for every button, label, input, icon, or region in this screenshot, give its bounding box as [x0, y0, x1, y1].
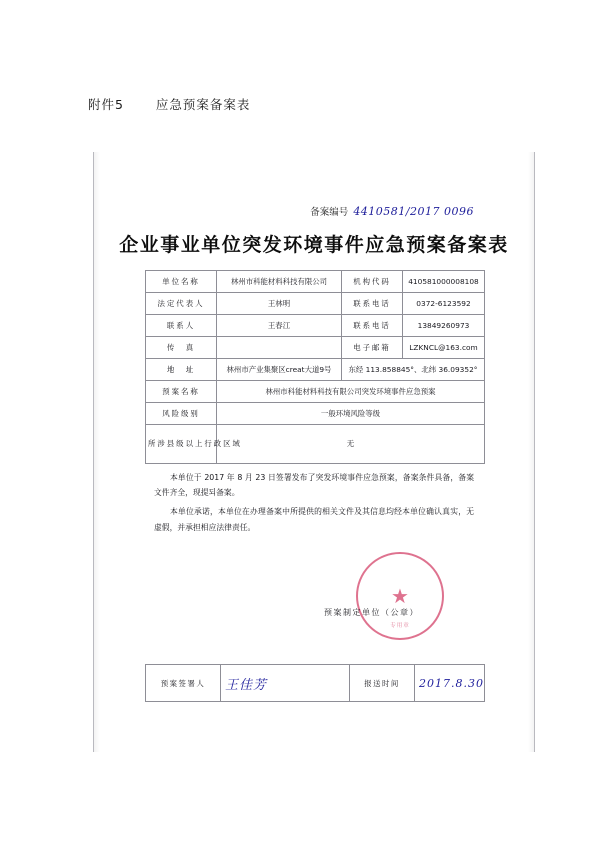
- file-code: [310, 204, 474, 218]
- table-row-plan-name: [146, 381, 485, 403]
- footer-label-date: 报送时间: [350, 665, 415, 702]
- scanned-form-area: [93, 152, 535, 752]
- row-value-legal-rep: 王林明: [217, 293, 342, 315]
- file-code-label: 备案编号: [310, 207, 349, 218]
- footer-value-date: [415, 665, 485, 702]
- statement-paragraph-2: 本单位承诺，本单位在办理备案中所提供的相关文件及其信息均经本单位确认真实，无虚假，并承担相应法律责任。: [154, 507, 474, 532]
- row-label-phone-1: 联系电话: [342, 293, 403, 315]
- row-value-email: LZKNCL@163.com: [403, 337, 485, 359]
- row-label-contact: 联系人: [146, 315, 217, 337]
- table-row: [146, 271, 485, 293]
- row-label-cross-region: 所涉县级以上行政区域: [146, 425, 217, 464]
- info-table: [145, 270, 485, 464]
- attachment-prefix: 附件5: [88, 97, 124, 112]
- seal-star-icon: ★: [391, 584, 409, 608]
- row-value-plan-name: 林州市科能材料科技有限公司突发环境事件应急预案: [217, 381, 485, 403]
- table-row-risk: [146, 403, 485, 425]
- row-value-phone-2: 13849260973: [403, 315, 485, 337]
- row-value-coordinates: 东经 113.858845°、北纬 36.09352°: [342, 359, 485, 381]
- table-row-address: [146, 359, 485, 381]
- footer-date-handwritten: 2017.8.30: [419, 676, 484, 690]
- footer-value-signer: [221, 665, 350, 702]
- file-code-value: 4410581/2017 0096: [353, 205, 474, 218]
- statement-paragraph-1: 本单位于 2017 年 8 月 23 日签署发布了突发环境事件应急预案，备案条件具备，备案文件齐全，现提되备案。: [154, 473, 474, 498]
- row-value-unit-name: 林州市科能材料科技有限公司: [217, 271, 342, 293]
- row-value-address: 林州市产业集聚区creat大道9号: [217, 359, 342, 381]
- attachment-title: 应急预案备案表: [155, 97, 251, 112]
- row-value-org-code: 410581000008108: [403, 271, 485, 293]
- row-label-address: 地 址: [146, 359, 217, 381]
- row-value-risk: 一般环境风险等级: [217, 403, 485, 425]
- row-label-phone-2: 联系电话: [342, 315, 403, 337]
- footer-signature: 王佳芳: [225, 677, 268, 693]
- row-label-unit-name: 单位名称: [146, 271, 217, 293]
- row-label-org-code: 机构代码: [342, 271, 403, 293]
- table-row: [146, 315, 485, 337]
- row-label-fax: 传 真: [146, 337, 217, 359]
- row-value-phone-1: 0372-6123592: [403, 293, 485, 315]
- footer-table: [145, 664, 485, 702]
- row-value-contact: 王春江: [217, 315, 342, 337]
- row-value-cross-region: 无: [217, 425, 485, 464]
- seal-bottom-text: 专用章: [390, 623, 410, 629]
- company-seal: [356, 552, 444, 640]
- table-row: [146, 293, 485, 315]
- attachment-heading: [88, 95, 250, 113]
- footer-label-signer: 预案签署人: [146, 665, 221, 702]
- page-title: 企业事业单位突发环境事件应急预案备案表: [119, 234, 509, 256]
- row-label-risk: 风险级别: [146, 403, 217, 425]
- row-label-email: 电子邮箱: [342, 337, 403, 359]
- row-value-fax: [217, 337, 342, 359]
- table-row: [146, 337, 485, 359]
- statement-block: [154, 470, 474, 539]
- seal-caption: 预案制定单位（公章）: [324, 608, 419, 617]
- table-row-cross-region: [146, 425, 485, 464]
- row-label-plan-name: 预案名称: [146, 381, 217, 403]
- row-label-legal-rep: 法定代表人: [146, 293, 217, 315]
- table-row: [146, 665, 485, 702]
